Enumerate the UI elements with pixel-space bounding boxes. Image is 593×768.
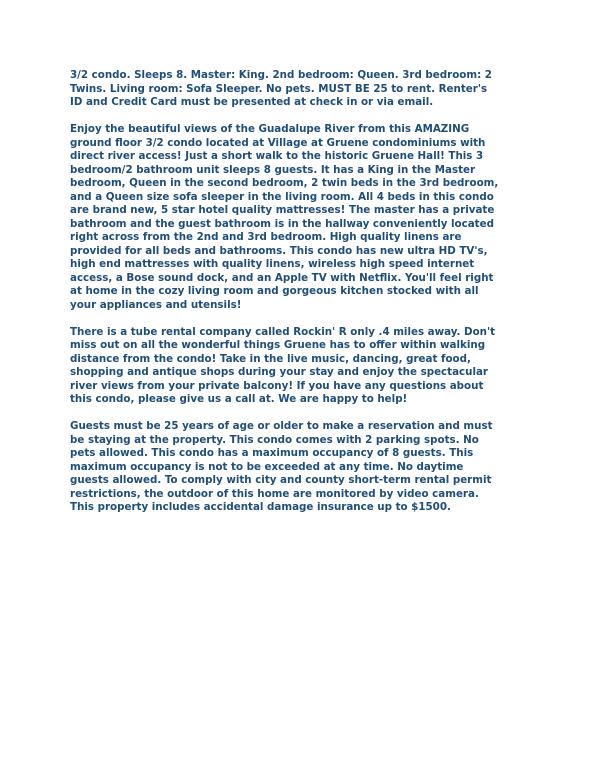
text-line: this condo, please give us a call at. We are happy to help! [70,393,408,405]
property-description-paragraph [70,123,540,312]
text-line: distance from the condo! Take in the live music, dancing, great food, [70,352,471,365]
text-line: river views from your private balcony! If you have any questions about [70,379,484,392]
house-rules-paragraph [70,420,540,515]
text-line: right across from the 2nd and 3rd bedroom. High quality linens are [70,231,462,243]
text-line: restrictions, the outdoor of this home are monitored by video camera. [70,487,479,500]
text-line: Enjoy the beautiful views of the Guadalupe River from this AMAZING [70,123,470,135]
text-line: your appliances and utensils! [70,298,242,311]
text-line: There is a tube rental company called Rockin' R only .4 miles away. Don't [70,325,496,338]
local-attractions-paragraph [70,326,540,407]
text-line: high end mattresses with quality linens, wireless high speed internet [70,258,475,270]
text-line: access, a Bose sound dock, and an Apple TV with Netflix. You'll feel right [70,271,494,284]
text-line: This property includes accidental damage insurance up to $1500. [70,501,451,513]
document-body [70,69,540,528]
text-line: direct river access! Just a short walk to the historic Gruene Hall! This 3 [70,150,484,162]
text-line: be staying at the property. This condo comes with 2 parking spots. No [70,433,479,446]
text-line: and a Queen size sofa sleeper in the living room. All 4 beds in this condo [70,190,494,203]
text-line: pets allowed. This condo has a maximum occupancy of 8 guests. This [70,447,474,459]
text-line: ID and Credit Card must be presented at check in or via email. [70,96,434,108]
text-line: at home in the cozy living room and gorgeous kitchen stocked with all [70,285,479,297]
text-line: provided for all beds and bathrooms. This condo has new ultra HD TV's, [70,244,488,257]
text-line: Guests must be 25 years of age or older to make a reservation and must [70,420,493,432]
text-line: 3/2 condo. Sleeps 8. Master: King. 2nd bedroom: Queen. 3rd bedroom: 2 [70,69,492,81]
text-line: bedroom/2 bathroom unit sleeps 8 guests. It has a King in the Master [70,163,476,176]
text-line: Twins. Living room: Sofa Sleeper. No pets. MUST BE 25 to rent. Renter's [70,82,488,95]
text-line: bedroom, Queen in the second bedroom, 2 twin beds in the 3rd bedroom, [70,177,499,189]
text-line: miss out on all the wonderful things Gruene has to offer within walking [70,339,486,351]
text-line: bathroom and the guest bathroom is in the hallway conveniently located [70,217,494,230]
text-line: guests allowed. To comply with city and county short-term rental permit [70,474,492,486]
text-line: maximum occupancy is not to be exceeded at any time. No daytime [70,460,464,473]
text-line: ground floor 3/2 condo located at Village at Gruene condominiums with [70,136,486,149]
text-line: shopping and antique shops during your stay and enjoy the spectacular [70,366,489,378]
text-line: are brand new, 5 star hotel quality mattresses! The master has a private [70,204,495,216]
rental-summary-paragraph [70,69,540,110]
